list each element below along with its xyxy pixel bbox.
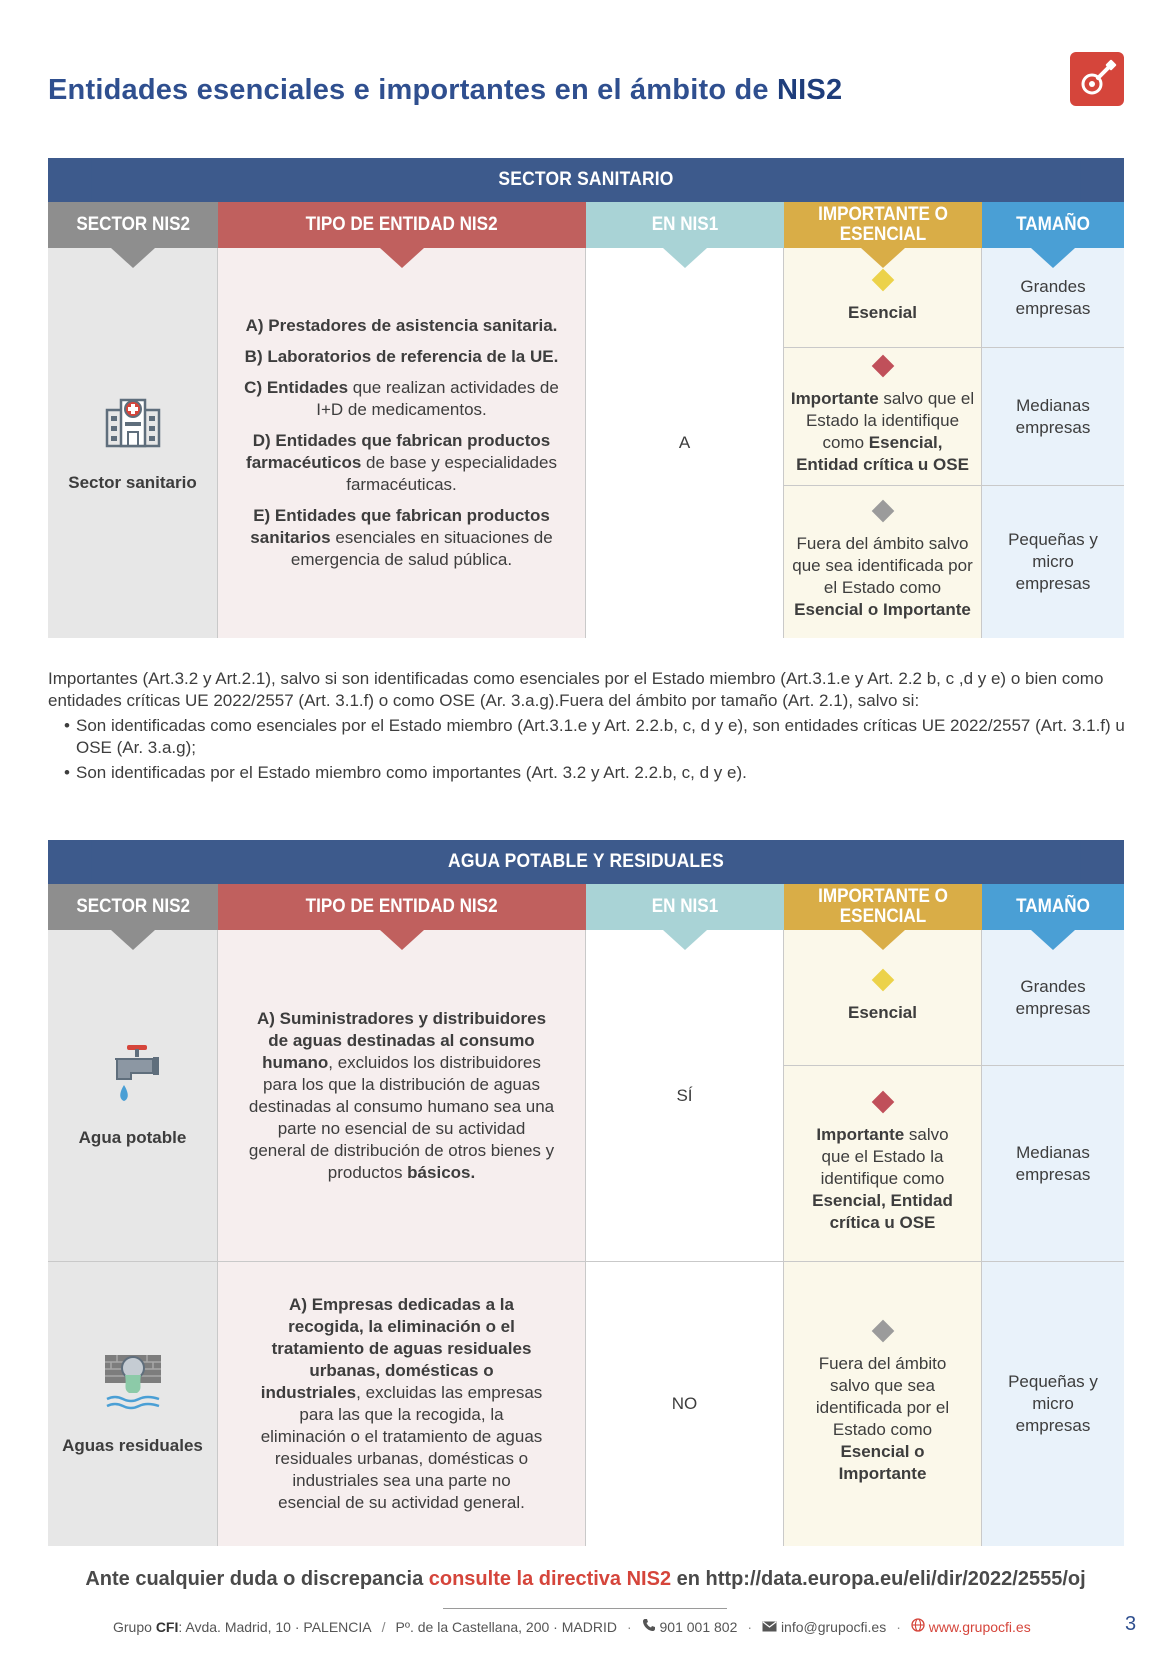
envelope-icon: [762, 1621, 777, 1632]
header-tamano: TAMAÑO: [982, 202, 1124, 248]
grey-diamond-icon: [871, 500, 894, 523]
globe-icon: [911, 1618, 925, 1632]
legal-notes: [48, 668, 1128, 787]
entity-types-cell: [218, 248, 586, 638]
header-row: [48, 202, 1124, 248]
nis1-aguas-residuales: NO: [671, 1394, 698, 1413]
yellow-diamond-icon: [871, 268, 894, 291]
entity-d: D) Entidades que fabrican productos farmacéuticos de base y especialidades farmacéuticas.: [246, 431, 557, 494]
red-diamond-icon: [871, 1090, 894, 1113]
header-nis1: EN NIS1: [586, 884, 784, 930]
footer-divider: [443, 1608, 727, 1609]
level-importante: Importante salvo que el Estado la identifique como Esencial, Entidad crítica u OSE: [784, 1066, 981, 1262]
notes-paragraph: Importantes (Art.3.2 y Art.2.1), salvo si son identificadas como esenciales por el Estado miembro (Art.3.1.e y Art. 2.2 b, c ,d y e) o bien como entidades críticas UE 2022/2557 (Art. 3.1.f) o como OSE (Ar. 3.a.g).Fuera del ámbito por tamaño (Art. 2.1), salvo si:: [48, 669, 1104, 710]
header-tipo: TIPO DE ENTIDAD NIS2: [218, 202, 586, 248]
header-sector: SECTOR NIS2: [48, 202, 218, 248]
footer-address-palencia: Grupo CFI: Avda. Madrid, 10 · PALENCIA: [113, 1618, 372, 1635]
nis1-agua-potable: SÍ: [586, 930, 783, 1262]
header-importante: IMPORTANTE O ESENCIAL: [784, 202, 982, 248]
header-nis1: EN NIS1: [586, 202, 784, 248]
directive-notice: Ante cualquier duda o discrepancia consulte la directiva NIS2 en http://data.europa.eu/eli/dir/2022/2555/oj: [85, 1568, 1086, 1590]
entity-a: A) Prestadores de asistencia sanitaria.: [245, 316, 558, 335]
nis1-value: A: [678, 433, 691, 452]
notes-bullet: • Son identificadas como esenciales por el Estado miembro (Art.3.1.e y Art. 2.2.b, c, d y e), son entidades críticas UE 2022/2557 (Art. 3.1.f) u OSE (Ar. 3.a.g);: [48, 715, 1128, 759]
size-cell: [982, 248, 1124, 638]
entity-c: C) Entidades que realizan actividades de I+D de medicamentos.: [244, 378, 559, 419]
size-medianas: Medianas empresas: [982, 1066, 1124, 1262]
notes-list: [48, 715, 1128, 784]
guitar-icon: [1070, 52, 1124, 106]
level-importante: Importante salvo que el Estado la identifique como Esencial, Entidad crítica u OSE: [784, 348, 981, 486]
header-importante: IMPORTANTE O ESENCIAL: [784, 884, 982, 930]
entity-types-cell: [218, 930, 586, 1546]
table-body-row: [48, 248, 1124, 638]
header-sector: SECTOR NIS2: [48, 884, 218, 930]
table-body-row: [48, 930, 1124, 1546]
brand-logo: [1070, 52, 1124, 106]
entity-aguas-residuales: A) Empresas dedicadas a la recogida, la eliminación o el tratamiento de aguas residuales urbanas, domésticas o industriales, excluidas las empresas para las que la recogida, la eliminación o el tratamiento de aguas residuales urbanas, domésticas o industriales sea una parte no esencial de su actividad general.: [260, 1295, 543, 1512]
phone-icon: [642, 1618, 656, 1632]
footer-phone[interactable]: 901 001 802: [642, 1618, 738, 1635]
sector-label: Aguas residuales: [62, 1436, 203, 1455]
red-diamond-icon: [871, 354, 894, 377]
water-sector-table: [48, 840, 1124, 1546]
footer-address-madrid: Pº. de la Castellana, 200 · MADRID: [395, 1618, 617, 1635]
header-tamano: TAMAÑO: [982, 884, 1124, 930]
entity-e: E) Entidades que fabrican productos sanitarios esenciales en situaciones de emergencia de salud pública.: [250, 506, 553, 569]
sanitary-sector-table: [48, 158, 1124, 638]
level-fuera: Fuera del ámbito salvo que sea identificada por el Estado como Esencial o Importante: [784, 1262, 981, 1546]
size-cell: [982, 930, 1124, 1546]
grey-diamond-icon: [871, 1320, 894, 1343]
faucet-icon: [105, 1043, 161, 1109]
importance-cell: [784, 248, 982, 638]
importance-cell: [784, 930, 982, 1546]
table-banner: SECTOR SANITARIO: [91, 158, 1081, 202]
sector-cell: [48, 930, 218, 1546]
footer: Grupo CFI: Avda. Madrid, 10 · PALENCIA / Pº. de la Castellana, 200 · MADRID · 901 001 802 · info@grupocfi.es · www.grupocfi.es: [113, 1618, 1031, 1635]
entity-b: B) Laboratorios de referencia de la UE.: [244, 347, 559, 366]
size-grandes: Grandes empresas: [982, 248, 1124, 348]
hospital-icon: [103, 392, 163, 454]
footer-email[interactable]: info@grupocfi.es: [762, 1619, 886, 1635]
yellow-diamond-icon: [871, 968, 894, 991]
sewage-pipe-icon: [103, 1351, 163, 1417]
size-grandes: Grandes empresas: [982, 930, 1124, 1066]
directive-link[interactable]: consulte la directiva NIS2: [428, 1568, 672, 1590]
level-esencial: Esencial: [784, 930, 981, 1066]
level-esencial: Esencial: [784, 248, 981, 348]
sector-cell: [48, 248, 218, 638]
sector-label: Agua potable: [78, 1127, 187, 1147]
nis1-cell: [586, 930, 784, 1546]
size-pequenas: Pequeñas y micro empresas: [1008, 1372, 1098, 1435]
page-title: Entidades esenciales e importantes en el ámbito de NIS2: [48, 74, 843, 106]
page-number: 3: [1125, 1613, 1137, 1635]
size-pequenas: Pequeñas y micro empresas: [1008, 530, 1098, 593]
sector-label: Sector sanitario: [68, 473, 197, 492]
header-tipo: TIPO DE ENTIDAD NIS2: [218, 884, 586, 930]
sector-agua-potable: [48, 930, 217, 1262]
nis1-cell: [586, 248, 784, 638]
level-fuera: Fuera del ámbito salvo que sea identificada por el Estado como Esencial o Importante: [784, 486, 981, 638]
notes-bullet: • Son identificadas por el Estado miembro como importantes (Art. 3.2 y Art. 2.2.b, c, d y e).: [48, 762, 1128, 784]
table-banner: AGUA POTABLE Y RESIDUALES: [91, 840, 1081, 884]
header-row: [48, 884, 1124, 930]
size-medianas: Medianas empresas: [982, 348, 1124, 486]
sector-aguas-residuales: [48, 1262, 217, 1546]
entity-agua-potable: A) Suministradores y distribuidores de aguas destinadas al consumo humano, excluidos los distribuidores para los que la distribución de aguas destinadas al consumo humano sea una parte no esencial de su actividad general de distribución de otros bienes y productos básicos.: [218, 930, 585, 1262]
footer-website[interactable]: www.grupocfi.es: [911, 1618, 1031, 1635]
